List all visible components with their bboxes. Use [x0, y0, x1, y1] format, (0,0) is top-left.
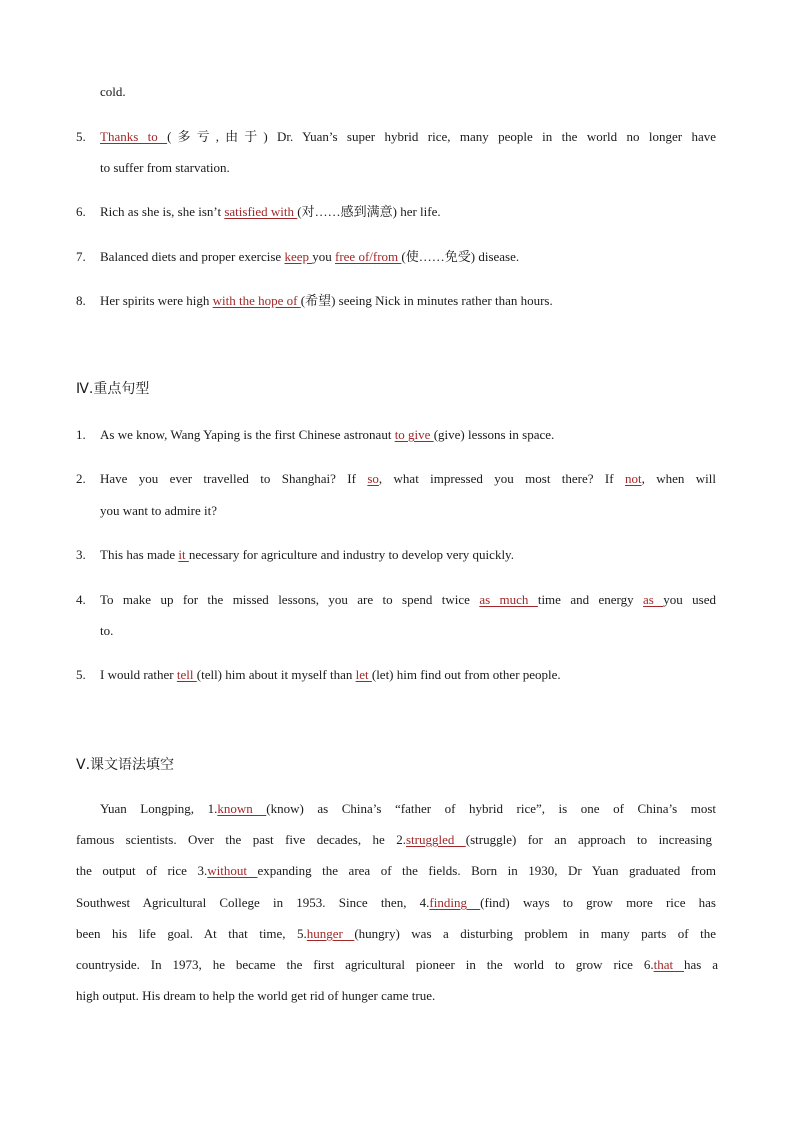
answer-blank: satisfied with — [224, 204, 298, 219]
text-line — [100, 83, 126, 101]
section-heading: Ⅳ.重点句型 — [76, 381, 150, 397]
list-item-number: 7. — [76, 249, 86, 264]
answer-blank: struggled — [405, 832, 466, 847]
paragraph-line: Yuan Longping, 1.known (know) as China’s “father of hybrid rice”, is one of China’s most — [100, 801, 716, 816]
list-item-text: Balanced diets and proper exercise keep you free of/from (使……免受) disease. — [100, 249, 520, 264]
section-heading: Ⅴ.课文语法填空 — [76, 757, 175, 773]
paragraph-line: famous scientists. Over the past five decades, he 2.struggled (struggle) for an approach to increasing — [76, 832, 712, 847]
paragraph-line: countryside. In 1973, he became the first agricultural pioneer in the world to grow rice 6.that has a — [76, 957, 719, 972]
answer-blank: let — [355, 667, 372, 682]
list-item-number: 2. — [76, 471, 86, 486]
list-item-number: 1. — [76, 427, 86, 442]
list-item-text: I would rather tell (tell) him about it myself than let (let) him find out from other people. — [100, 667, 561, 682]
answer-blank: Thanks to — [100, 129, 168, 144]
answer-blank: finding — [429, 895, 481, 910]
answer-blank: so — [367, 471, 379, 486]
list-item-number: 8. — [76, 293, 86, 308]
answer-blank: hunger — [306, 926, 355, 941]
list-item-number: 5. — [76, 667, 86, 682]
paragraph-line: been his life goal. At that time, 5.hunger (hungry) was a disturbing problem in many parts of the — [76, 926, 716, 941]
list-item-text: Rich as she is, she isn’t satisfied with (对……感到满意) her life. — [100, 204, 441, 219]
list-item-text: As we know, Wang Yaping is the first Chinese astronaut to give (give) lessons in space. — [100, 427, 555, 442]
list-item-number: 4. — [76, 592, 86, 607]
answer-blank: to give — [394, 427, 434, 442]
list-item-number: 6. — [76, 204, 86, 219]
list-item-text: to suffer from starvation. — [100, 160, 230, 175]
answer-blank: not — [624, 471, 642, 486]
list-item-text: Thanks to (多亏,由于) Dr. Yuan’s super hybrid rice, many people in the world no longer have — [100, 129, 716, 144]
answer-blank: that — [653, 957, 684, 972]
list-item-text: This has made it necessary for agriculture and industry to develop very quickly. — [100, 547, 514, 562]
answer-blank: tell — [176, 667, 197, 682]
paragraph-line: high output. His dream to help the world get rid of hunger came true. — [76, 988, 436, 1003]
list-item-text: To make up for the missed lessons, you are to spend twice as much time and energy as you used — [100, 592, 716, 607]
answer-blank: it — [178, 547, 189, 562]
text: cold. — [100, 84, 126, 99]
list-item-text: to. — [100, 623, 114, 638]
answer-blank: free of/from — [335, 249, 402, 264]
list-item-text: you want to admire it? — [100, 503, 217, 518]
list-item-text: Her spirits were high with the hope of (希望) seeing Nick in minutes rather than hours. — [100, 293, 553, 308]
paragraph-line: the output of rice 3.without expanding the area of the fields. Born in 1930, Dr Yuan graduated from — [76, 863, 717, 878]
answer-blank: keep — [284, 249, 313, 264]
answer-blank: without — [207, 863, 258, 878]
list-item-number: 3. — [76, 547, 86, 562]
answer-blank: known — [217, 801, 267, 816]
list-item-text: Have you ever travelled to Shanghai? If so, what impressed you most there? If not, when will — [100, 471, 716, 486]
list-item-number: 5. — [76, 129, 86, 144]
answer-blank: as much — [479, 592, 538, 607]
answer-blank: as — [643, 592, 664, 607]
paragraph-line: Southwest Agricultural College in 1953. Since then, 4.finding (find) ways to grow more rice has — [76, 895, 716, 910]
answer-blank: with the hope of — [212, 293, 301, 308]
